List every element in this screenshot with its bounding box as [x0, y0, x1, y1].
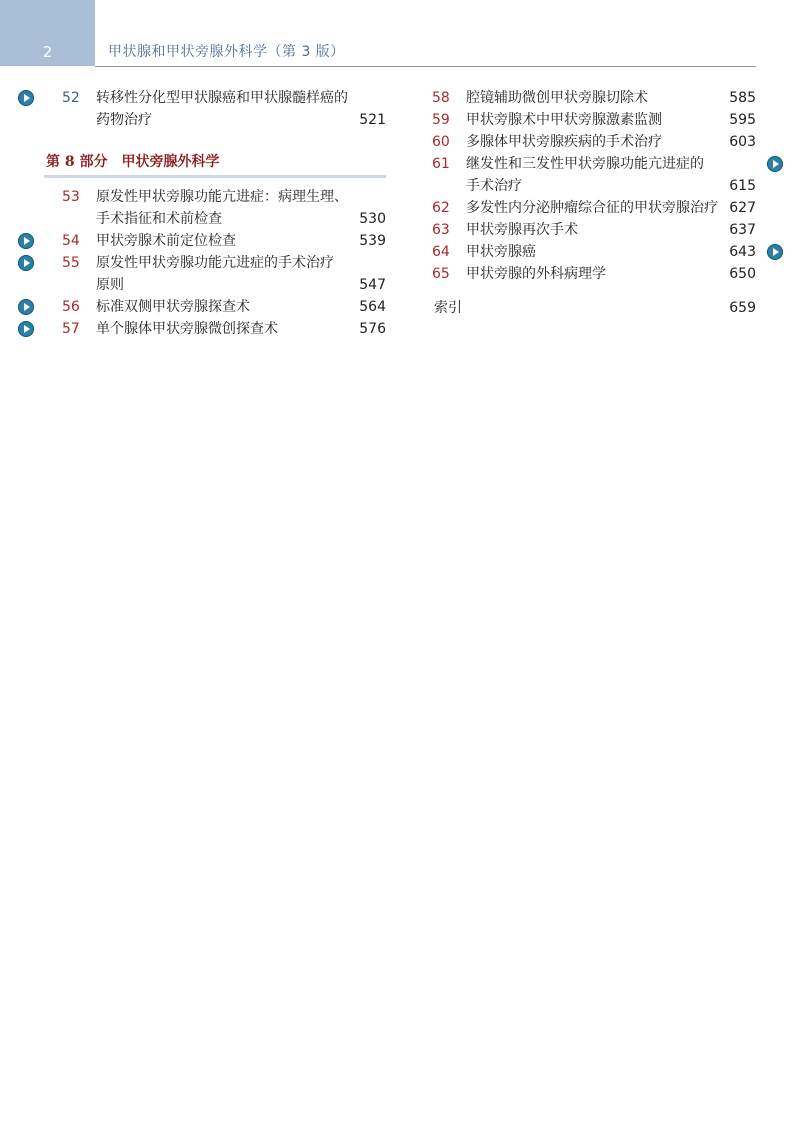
toc-entry-55-cont	[44, 274, 386, 296]
header-rule	[95, 66, 756, 67]
chapter-number: 54	[62, 233, 80, 249]
chapter-title: 多腺体甲状旁腺疾病的手术治疗	[466, 134, 662, 150]
toc-entry-57[interactable]	[44, 318, 386, 340]
chapter-title: 多发性内分泌肿瘤综合征的甲状旁腺治疗	[466, 200, 718, 216]
chapter-title: 单个腺体甲状旁腺微创探查术	[96, 321, 278, 337]
chapter-number: 65	[432, 266, 450, 282]
chapter-title: 继发性和三发性甲状旁腺功能亢进症的	[466, 156, 704, 172]
page-reference: 521	[359, 112, 386, 128]
part-heading-rule	[44, 175, 386, 178]
toc-entry-64[interactable]	[414, 241, 756, 263]
play-arrow-icon[interactable]	[18, 90, 34, 106]
page-reference: 585	[729, 90, 756, 106]
chapter-title: 原发性甲状旁腺功能亢进症：病理生理、	[96, 189, 348, 205]
toc-entry-60[interactable]	[414, 131, 756, 153]
toc-entry-61[interactable]	[414, 153, 756, 175]
toc-entry-54[interactable]	[44, 230, 386, 252]
index-page-reference: 659	[729, 300, 756, 316]
chapter-number: 59	[432, 112, 450, 128]
chapter-title-continued: 原则	[96, 277, 124, 293]
chapter-title: 甲状旁腺再次手术	[466, 222, 578, 238]
chapter-title: 甲状旁腺癌	[466, 244, 536, 260]
page-reference: 576	[359, 321, 386, 337]
toc-entry-52-cont	[44, 109, 386, 131]
chapter-title: 腔镜辅助微创甲状旁腺切除术	[466, 90, 648, 106]
play-arrow-icon[interactable]	[767, 156, 783, 172]
chapter-title: 甲状旁腺的外科病理学	[466, 266, 606, 282]
chapter-title: 甲状旁腺术前定位检查	[96, 233, 236, 249]
toc-entry-56[interactable]	[44, 296, 386, 318]
index-entry-label[interactable]: 索引	[434, 300, 462, 316]
play-arrow-icon[interactable]	[767, 244, 783, 260]
toc-entry-61-cont	[414, 175, 756, 197]
page-reference: 650	[729, 266, 756, 282]
play-arrow-icon[interactable]	[18, 233, 34, 249]
toc-entry-53[interactable]	[44, 186, 386, 208]
toc-entry-55[interactable]	[44, 252, 386, 274]
chapter-number: 55	[62, 255, 80, 271]
page-reference: 627	[729, 200, 756, 216]
chapter-number: 58	[432, 90, 450, 106]
play-arrow-icon[interactable]	[18, 321, 34, 337]
page-reference: 595	[729, 112, 756, 128]
chapter-number: 60	[432, 134, 450, 150]
chapter-number: 63	[432, 222, 450, 238]
chapter-title: 标准双侧甲状旁腺探查术	[96, 299, 250, 315]
page-reference: 615	[729, 178, 756, 194]
toc-entry-53-cont	[44, 208, 386, 230]
chapter-number: 52	[62, 90, 80, 106]
chapter-number: 62	[432, 200, 450, 216]
chapter-number: 61	[432, 156, 450, 172]
page-reference: 603	[729, 134, 756, 150]
chapter-title-continued: 药物治疗	[96, 112, 152, 128]
running-title: 甲状腺和甲状旁腺外科学（第 3 版）	[108, 44, 345, 60]
page-reference: 643	[729, 244, 756, 260]
toc-entry-62[interactable]	[414, 197, 756, 219]
chapter-number: 53	[62, 189, 80, 205]
page-number: 2	[42, 43, 53, 61]
toc-entry-63[interactable]	[414, 219, 756, 241]
chapter-title-continued: 手术治疗	[466, 178, 522, 194]
chapter-title: 原发性甲状旁腺功能亢进症的手术治疗	[96, 255, 334, 271]
toc-entry-58[interactable]	[414, 87, 756, 109]
chapter-number: 56	[62, 299, 80, 315]
page-reference: 547	[359, 277, 386, 293]
chapter-title: 甲状旁腺术中甲状旁腺激素监测	[466, 112, 662, 128]
chapter-number: 64	[432, 244, 450, 260]
part-heading: 第 8 部分 甲状旁腺外科学	[46, 154, 220, 170]
play-arrow-icon[interactable]	[18, 299, 34, 315]
toc-entry-65[interactable]	[414, 263, 756, 285]
toc-entry-59[interactable]	[414, 109, 756, 131]
page-reference: 539	[359, 233, 386, 249]
chapter-title: 转移性分化型甲状腺癌和甲状腺髓样癌的	[96, 90, 348, 106]
toc-entry-52[interactable]	[44, 87, 386, 109]
play-arrow-icon[interactable]	[18, 255, 34, 271]
page-reference: 637	[729, 222, 756, 238]
chapter-title-continued: 手术指征和术前检查	[96, 211, 222, 227]
page-reference: 530	[359, 211, 386, 227]
chapter-number: 57	[62, 321, 80, 337]
page-reference: 564	[359, 299, 386, 315]
